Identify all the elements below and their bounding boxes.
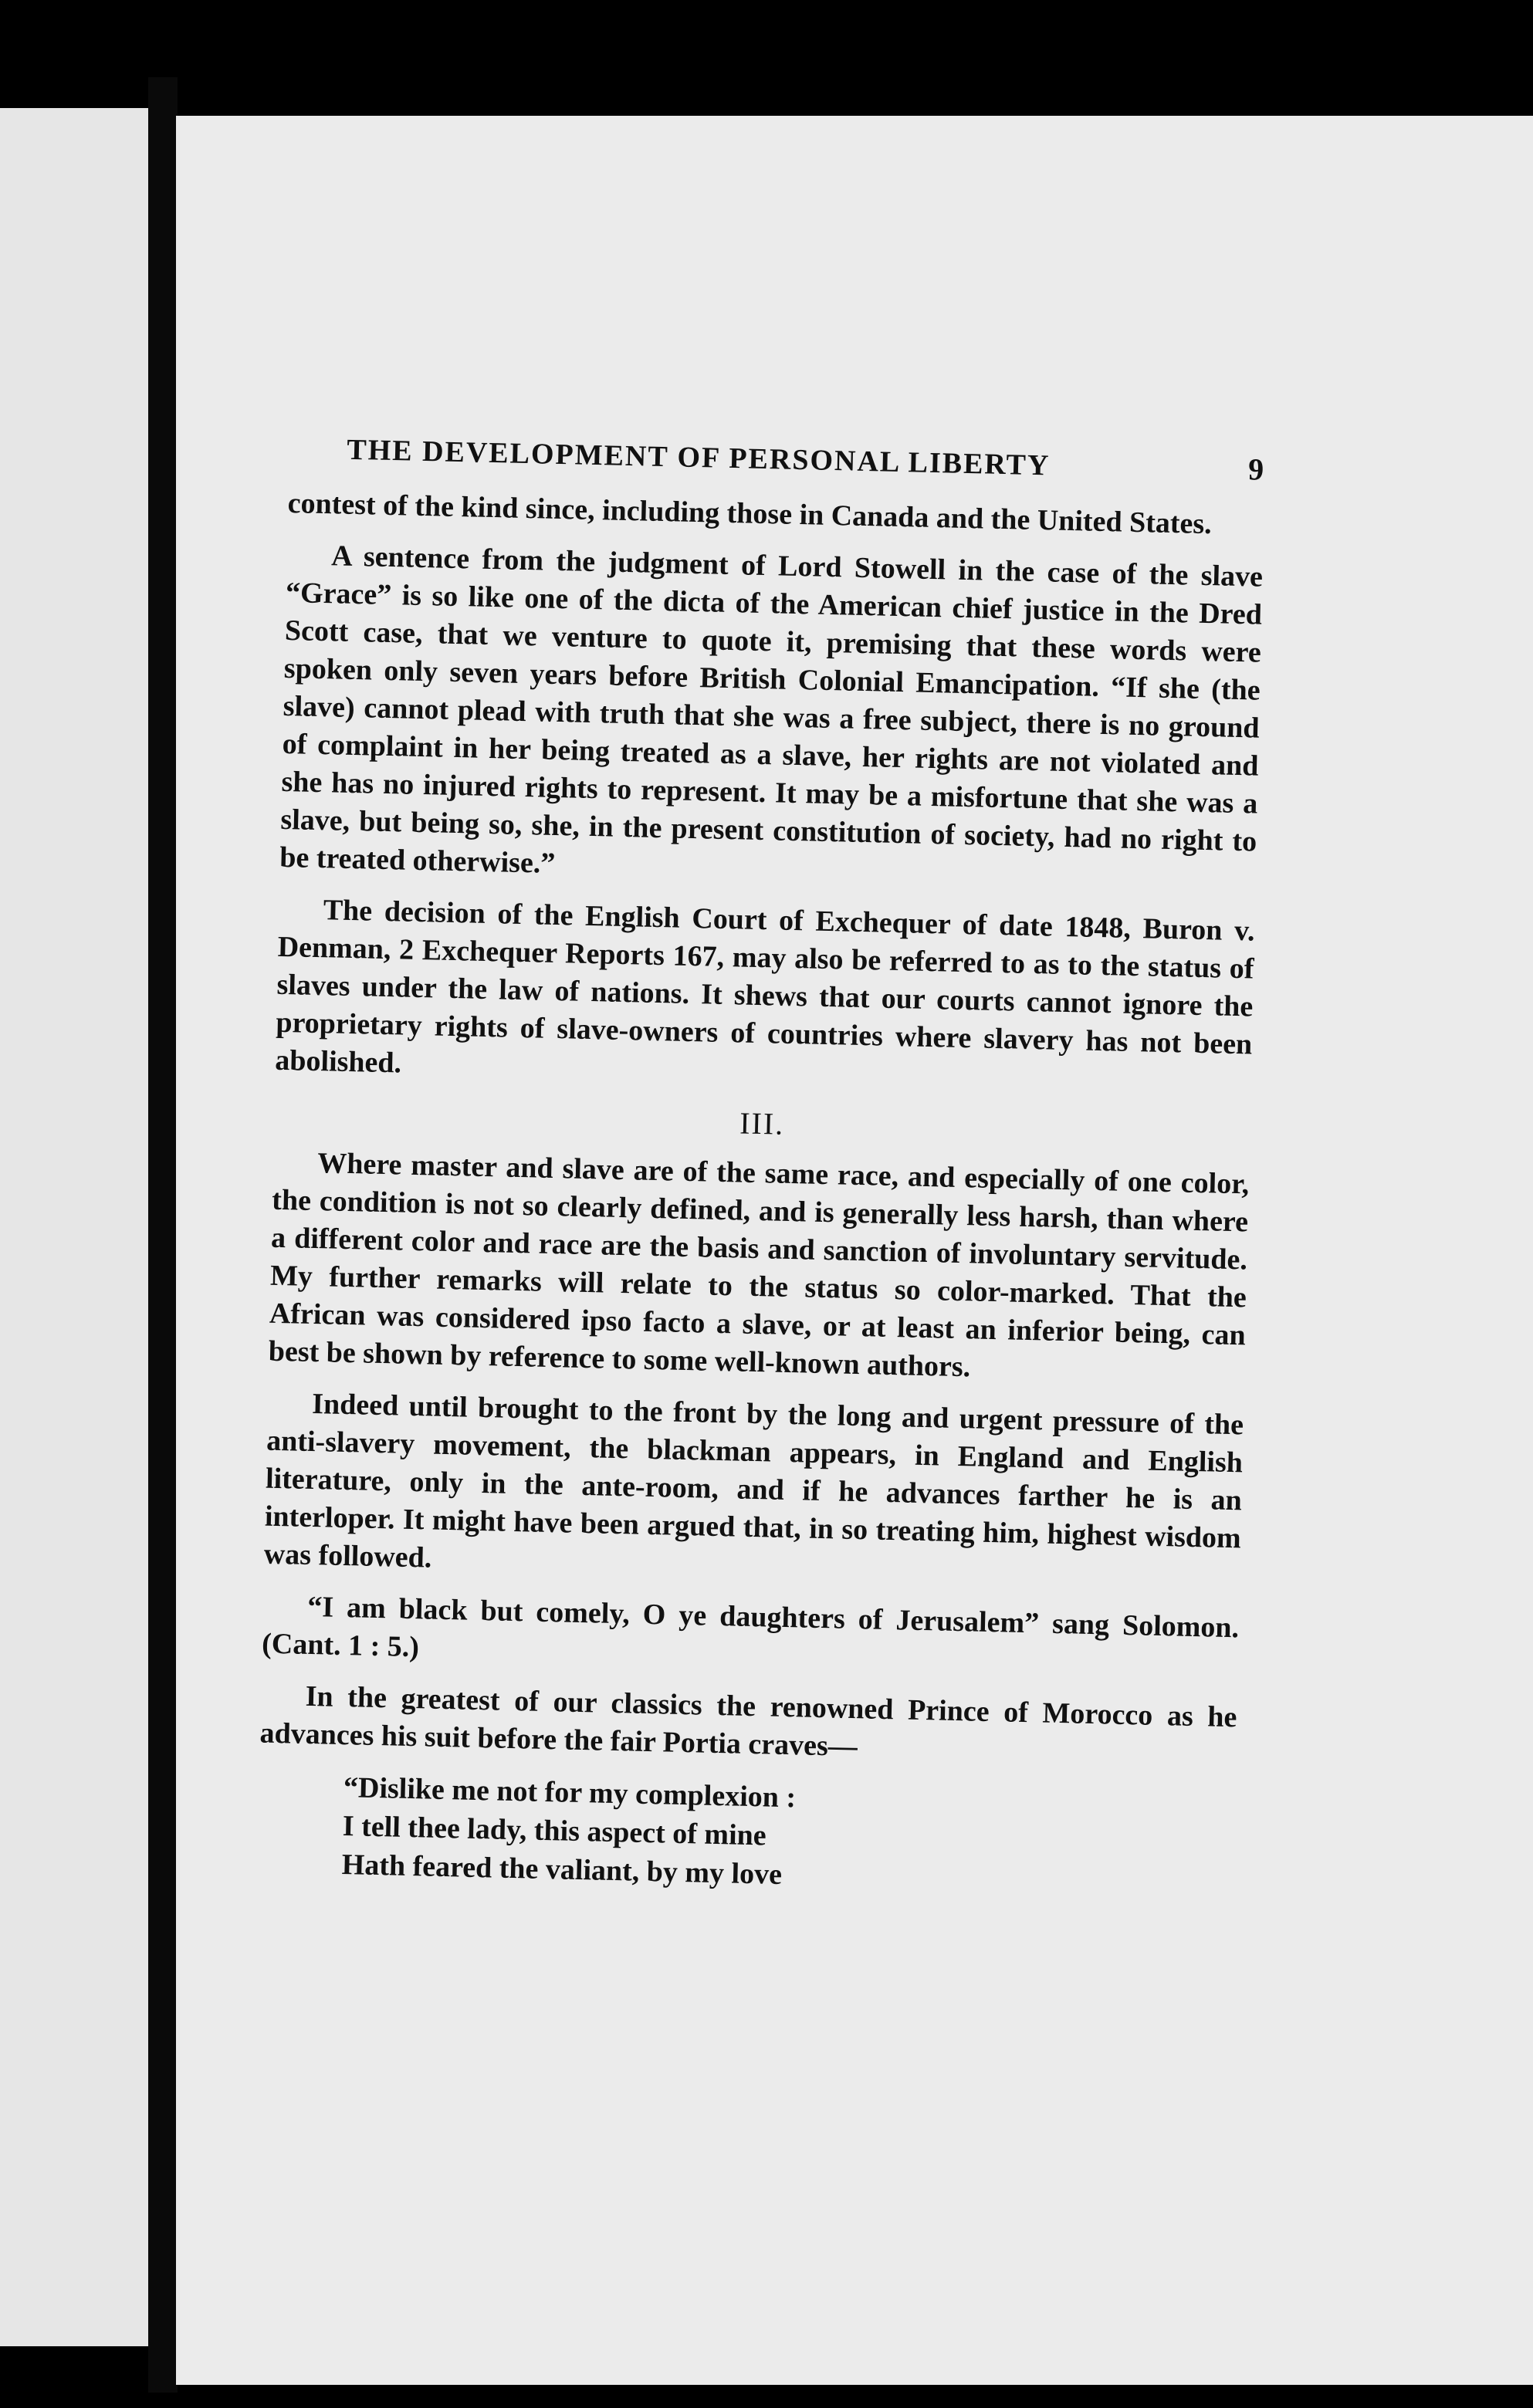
section-heading: III.: [739, 1105, 785, 1141]
book-gutter: [148, 77, 178, 2393]
paragraph: Indeed until brought to the front by the long and urgent pressure of the anti-slavery movement, the blackman appears, in England and English literature, only in the ante-room, and if he advances farther he is an interloper. It might have been argued that, in so treating him, highest wisdom was followed.: [263, 1387, 1244, 1574]
verse-line: I tell thee lady, this aspect of mine: [342, 1810, 767, 1852]
page-number: 9: [1247, 452, 1266, 487]
verse-quote: [341, 1768, 1235, 1904]
paragraph: A sentence from the judgment of Lord Stowell in the case of the slave “Grace” is so like one of the dicta of the American chief justice in the Dred Scott case, that we venture to quote it, premising that these words were spoken only seven years before British Colonial Emancipation. “If she (the slave) cannot plead with truth that she was a free subject, there is no ground of complaint in her being treated as a slave, her rights are not violated and she has no injured rights to represent. It may be a misfortune that she was a slave, but being so, she, in the present constitution of society, had no right to be treated otherwise.”: [279, 539, 1264, 880]
paragraph: The decision of the English Court of Exchequer of date 1848, Buron v. Denman, 2 Exchequer Reports 167, may also be referred to as to the status of slaves under the law of nations. It shews that our courts cannot ignore the proprietary rights of slave-owners of countries where slavery has not been abolished.: [274, 894, 1256, 1080]
verse-line: “Dislike me not for my complexion :: [343, 1771, 797, 1814]
paragraph: In the greatest of our classics the renowned Prince of Morocco as he advances his suit before the fair Portia craves—: [259, 1679, 1237, 1764]
page-content: [256, 428, 1265, 1904]
facing-page-edge: [0, 108, 148, 2346]
running-head-title: THE DEVELOPMENT OF PERSONAL LIBERTY: [346, 433, 1051, 482]
verse-line: Hath feared the valiant, by my love: [341, 1848, 783, 1891]
paragraph: “I am black but comely, O ye daughters of Jerusalem” sang Solomon. (Cant. 1 : 5.): [261, 1590, 1240, 1664]
paragraph: Where master and slave are of the same race, and especially of one color, the condition is not so clearly defined, and is generally less harsh, than where a different color and race are the basis and sanction of involuntary servitude. My further remarks will relate to the status so color-marked. That the African was considered ipso facto a slave, or at least an inferior being, can best be shown by reference to some well-known authors.: [268, 1147, 1250, 1384]
paragraph: contest of the kind since, including those in Canada and the United States.: [287, 486, 1213, 541]
